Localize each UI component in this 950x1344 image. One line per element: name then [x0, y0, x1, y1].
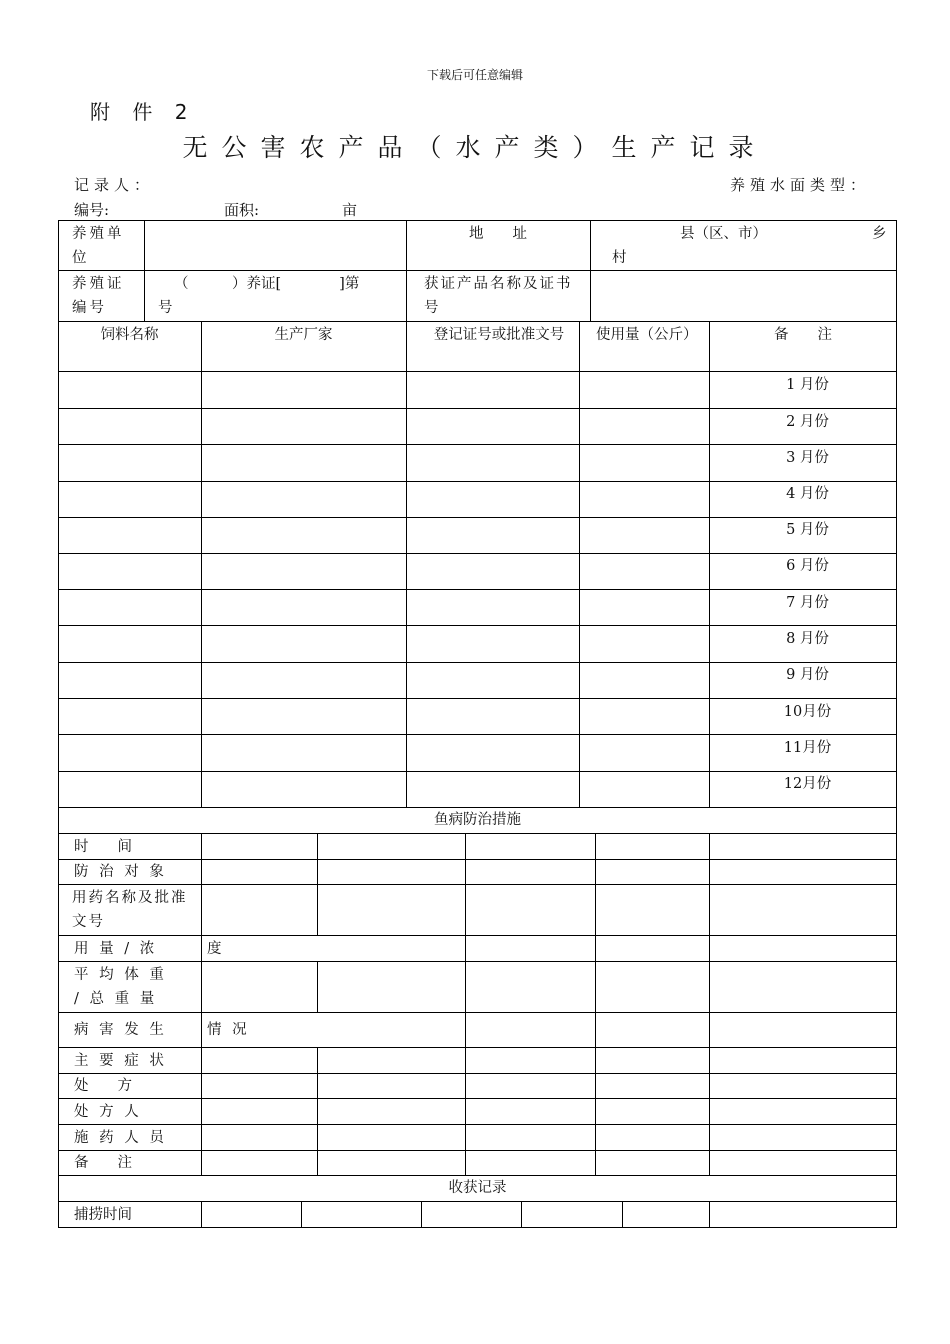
dose-label-suffix: 度: [207, 941, 222, 957]
county-label: 县（区、市）: [680, 226, 767, 242]
month-label: 10月份: [783, 704, 832, 720]
page-title: 无公害农产品（水产类）生产记录: [182, 133, 768, 162]
cert-format-text: （ ）养证[ ]第: [174, 276, 360, 292]
month-label: 1 月份: [786, 377, 829, 393]
drug-label: 用药名称及批准文号: [72, 890, 188, 930]
occurrence-label: 病 害 发 生: [74, 1022, 167, 1038]
harvest-section-title: 收获记录: [448, 1180, 507, 1196]
watermark-text: 下载后可任意编辑: [426, 68, 523, 82]
occurrence-label-suffix: 情 况: [207, 1022, 250, 1038]
dose-label: 用 量 / 浓: [74, 941, 158, 957]
cert-number-label: 养殖证编号: [72, 276, 125, 316]
farming-unit-label: 养殖单位: [72, 226, 125, 266]
target-label: 防 治 对 象: [74, 864, 167, 880]
month-label: 3 月份: [786, 450, 829, 466]
disease-section-title: 鱼病防治措施: [434, 812, 521, 828]
prescription-label: 处 方: [74, 1078, 132, 1094]
weight-label: 平 均 体 重: [74, 967, 167, 983]
weight-label-2: / 总 重 量: [74, 991, 158, 1007]
cert-format-suffix: 号: [158, 300, 173, 316]
number-label: 编号:: [74, 201, 110, 219]
symptom-label: 主 要 症 状: [74, 1053, 167, 1069]
remarks-label: 备 注: [74, 1155, 132, 1171]
month-label: 12月份: [783, 776, 832, 792]
attachment-label: 附 件 2: [90, 100, 196, 124]
time-label: 时 间: [74, 839, 132, 855]
month-label: 8 月份: [786, 631, 829, 647]
month-label: 6 月份: [786, 558, 829, 574]
area-label: 面积:: [224, 201, 260, 219]
area-unit: 亩: [342, 201, 358, 219]
month-label: 5 月份: [786, 522, 829, 538]
applicant-label: 施 药 人 员: [74, 1130, 167, 1146]
address-label: 地 址: [469, 226, 527, 242]
manufacturer-header: 生产厂家: [274, 327, 333, 343]
usage-header: 使用量（公斤）: [596, 327, 698, 343]
month-label: 4 月份: [786, 486, 829, 502]
month-label: 11月份: [783, 740, 832, 756]
month-label: 2 月份: [786, 414, 829, 430]
month-label: 9 月份: [786, 667, 829, 683]
remarks-header: 备 注: [774, 327, 832, 343]
registration-header: 登记证号或批准文号: [433, 327, 565, 343]
month-label: 7 月份: [786, 595, 829, 611]
feed-name-header: 饲料名称: [100, 327, 159, 343]
recorder-label: 记录人：: [74, 176, 155, 194]
village-label: 村: [612, 250, 627, 266]
township-label: 乡: [872, 226, 887, 242]
product-cert-label: 获证产品名称及证书号: [424, 276, 573, 316]
prescriber-label: 处 方 人: [74, 1104, 142, 1120]
water-type-label: 养殖水面类型：: [730, 176, 871, 194]
catch-time-label: 捕捞时间: [74, 1207, 132, 1223]
